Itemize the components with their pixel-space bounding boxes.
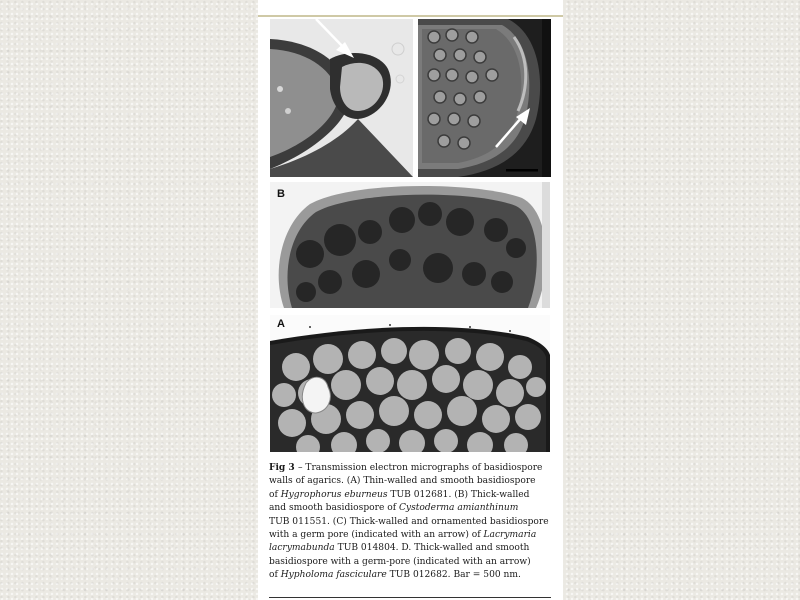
caption-text: TUB 014804. D. Thick-walled and smooth (334, 543, 530, 554)
caption-text: – Transmission electron micrographs of basidiospore (297, 463, 543, 473)
caption-line (269, 516, 559, 529)
caption-text: and smooth basidiospore of (269, 503, 399, 514)
species-name: Lacrymaria (483, 530, 537, 541)
caption-text: TUB 011551. (C) Thick-walled and ornamented basidiospore (269, 516, 549, 527)
caption-line (269, 529, 559, 542)
caption-line (269, 502, 559, 515)
caption-text: TUB 012682. Bar = 500 nm. (386, 570, 521, 581)
panel-label-b: B (277, 188, 285, 200)
micrograph-panel-a (270, 315, 550, 452)
figure-caption (269, 461, 559, 583)
micrograph-panel-c (270, 19, 413, 177)
caption-text: of (269, 570, 281, 581)
species-name: Hygrophorus eburneus (280, 489, 388, 500)
micrograph-panel-d (418, 19, 551, 177)
caption-text: of (269, 489, 281, 500)
species-name: lacrymabunda (269, 543, 335, 554)
caption-text: walls of agarics. (A) Thin-walled and smooth basidiospore (269, 476, 536, 487)
caption-line (269, 569, 559, 582)
caption-line (269, 461, 559, 475)
caption-text: basidiospore with a germ-pore (indicated with an arrow) (269, 556, 531, 567)
caption-line (269, 475, 559, 488)
caption-text: TUB 012681. (B) Thick-walled (387, 489, 530, 500)
caption-line (269, 542, 559, 555)
figure-number: Fig 3 (269, 462, 298, 473)
footer-rule (269, 597, 551, 598)
species-name: Cystoderma amianthinum (398, 503, 519, 514)
caption-line (269, 489, 559, 502)
species-name: Hypholoma fasciculare (280, 570, 387, 581)
journal-page (258, 0, 563, 600)
caption-text: with a germ pore (indicated with an arrow) of (269, 530, 484, 541)
caption-line (269, 556, 559, 569)
micrograph-panel-b (270, 182, 550, 308)
header-rule (258, 15, 563, 17)
panel-label-a: A (277, 318, 285, 330)
